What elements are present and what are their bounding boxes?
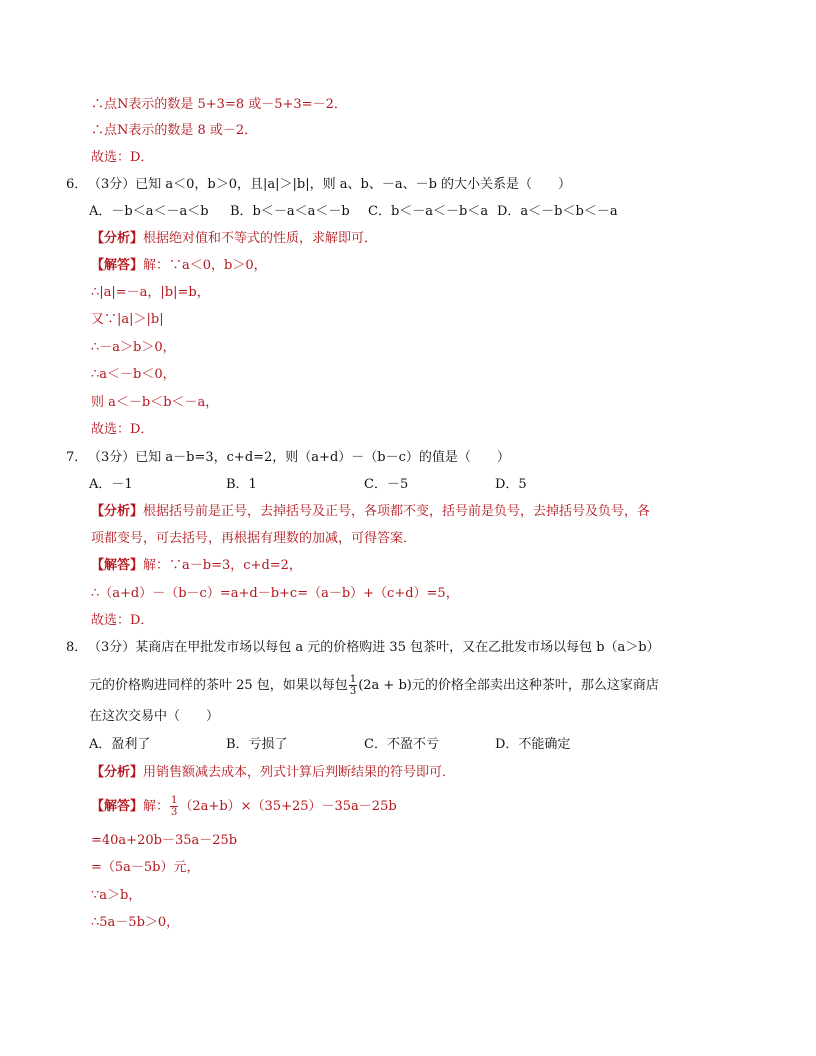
- question-stem: 元的价格购进同样的茶叶 25 包，如果以每包: [89, 678, 348, 693]
- question-stem: （3分）已知 a－b=3，c+d=2，则（a+d）－（b－c）的值是（ ）: [88, 450, 510, 465]
- question-number: 8．: [66, 640, 88, 655]
- q6-analysis: [91, 230, 377, 248]
- q8-step-5: ∴5a－5b＞0，: [91, 915, 180, 930]
- question-stem: （3分）某商店在甲批发市场以每包 a 元的价格购进 35 包茶叶，又在乙批发市场以每包 b（a＞b）: [88, 640, 660, 655]
- fraction-one-third: $\frac{1}{3}$: [349, 674, 357, 697]
- prev-step-2: ∴点N表示的数是 8 或－2．: [91, 123, 258, 138]
- option-d: D．不能确定: [495, 737, 571, 752]
- question-8-options: [89, 736, 689, 754]
- question-number: 7．: [66, 450, 88, 465]
- option-a: A．－b＜a＜－a＜b: [89, 204, 209, 219]
- answer-step: （2a+b）×（35+25）－35a－25b: [179, 799, 397, 814]
- prev-step-1: ∴点N表示的数是 5+3=8 或－5+3=－2．: [91, 97, 347, 112]
- answer-step: ∵a－b=3，c+d=2，: [169, 558, 302, 573]
- answer-tag: 【解答】: [91, 258, 144, 273]
- option-c: C．－5: [364, 477, 409, 492]
- option-a: A．盈利了: [89, 737, 151, 752]
- q7-choose: 故选：D．: [91, 613, 154, 628]
- question-stem: (2a + b)元的价格全部卖出这种茶叶，那么这家商店: [358, 678, 659, 693]
- option-b: B．亏损了: [226, 737, 288, 752]
- q8-step-2: =40a+20b－35a－25b: [91, 833, 238, 848]
- answer-tag: 【解答】: [91, 799, 144, 814]
- question-7-options: [89, 476, 689, 494]
- q6-step-2: ∴|a|=－a，|b|=b，: [91, 285, 210, 300]
- question-8-stem-line-2: [89, 673, 659, 699]
- q6-step-4: ∴－a＞b＞0，: [91, 340, 176, 355]
- option-b: B．1: [226, 477, 257, 492]
- question-8: [66, 639, 660, 657]
- answer-intro: 解：: [143, 558, 170, 573]
- option-d: D．a＜－b＜b＜－a: [497, 204, 618, 219]
- q7-analysis-cont: 项都变号，可去括号，再根据有理数的加减，可得答案．: [91, 531, 417, 546]
- question-6: [66, 176, 571, 194]
- option-c: C．b＜－a＜－b＜a: [368, 204, 489, 219]
- question-7: [66, 449, 510, 467]
- question-stem: （3分）已知 a＜0，b＞0，且|a|＞|b|，则 a、b、－a、－b 的大小关系是（ ）: [88, 177, 572, 192]
- fraction-one-third: $\frac{1}{3}$: [171, 795, 178, 818]
- option-d: D．5: [495, 477, 527, 492]
- answer-step: ∵a＜0，b＞0，: [169, 258, 267, 273]
- q6-step-5: ∴a＜－b＜0，: [91, 367, 176, 382]
- analysis-text: 根据绝对值和不等式的性质，求解即可．: [143, 231, 378, 246]
- question-number: 6．: [66, 177, 88, 192]
- q8-step-3: =（5a－5b）元，: [91, 860, 200, 875]
- q7-analysis: [91, 503, 650, 521]
- option-a: A．－1: [89, 477, 133, 492]
- q6-step-6: 则 a＜－b＜b＜－a，: [91, 395, 219, 410]
- analysis-text: 用销售额减去成本，列式计算后判断结果的符号即可．: [143, 765, 456, 780]
- q8-analysis: [91, 764, 455, 782]
- analysis-tag: 【分析】: [91, 504, 144, 519]
- analysis-text: 根据括号前是正号，去掉括号及正号，各项都不变，括号前是负号，去掉括号及负号，各: [143, 504, 651, 519]
- q6-answer: [91, 257, 267, 275]
- prev-choose: 故选：D．: [91, 150, 154, 165]
- q6-choose: 故选：D．: [91, 422, 154, 437]
- q8-step-4: ∵a＞b，: [91, 888, 142, 903]
- q7-step-2: ∴（a+d）－（b－c）=a+d－b+c=（a－b）+（c+d）=5，: [91, 586, 459, 601]
- analysis-tag: 【分析】: [91, 231, 144, 246]
- q6-step-3: 又∵|a|＞|b|: [91, 312, 164, 327]
- answer-intro: 解：: [143, 258, 170, 273]
- option-c: C．不盈不亏: [364, 737, 439, 752]
- answer-tag: 【解答】: [91, 558, 144, 573]
- q8-answer: [91, 794, 397, 820]
- option-b: B．b＜－a＜a＜－b: [230, 204, 350, 219]
- q7-answer: [91, 557, 302, 575]
- analysis-tag: 【分析】: [91, 765, 144, 780]
- answer-intro: 解：: [143, 799, 170, 814]
- question-6-options: [89, 203, 689, 221]
- question-8-stem-line-3: 在这次交易中（ ）: [89, 709, 220, 724]
